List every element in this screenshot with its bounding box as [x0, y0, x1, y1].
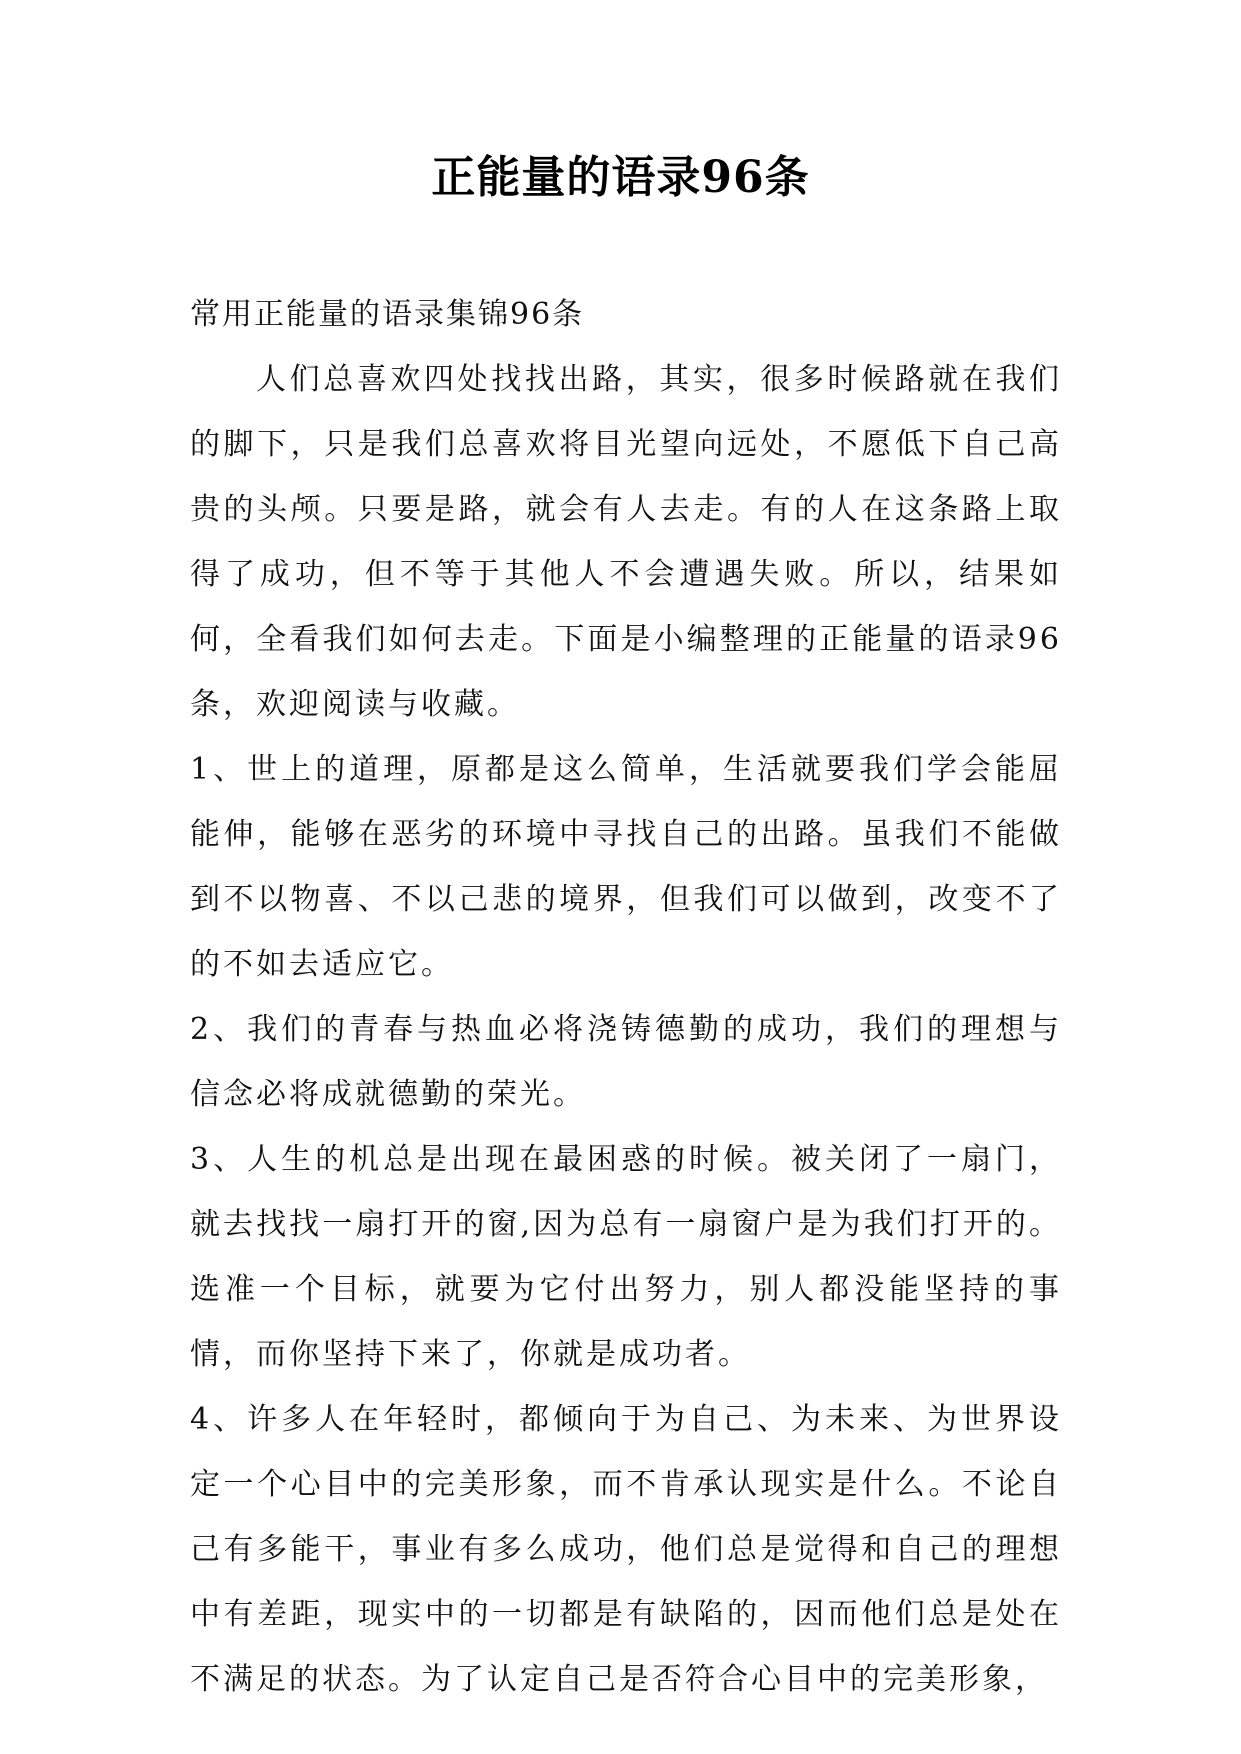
- quote-item-3: 3、人生的机总是出现在最困惑的时候。被关闭了一扇门，就去找找一扇打开的窗,因为总有一扇窗户是为我们打开的。选准一个目标，就要为它付出努力，别人都没能坚持的事情，而你坚持下来了，你就是成功者。: [190, 1142, 1062, 1372]
- document-subtitle: 常用正能量的语录集锦96条: [190, 297, 585, 332]
- document-body: [190, 282, 1062, 1712]
- intro-paragraph: 人们总喜欢四处找找出路，其实，很多时候路就在我们的脚下，只是我们总喜欢将目光望向远处，不愿低下自己高贵的头颅。只要是路，就会有人去走。有的人在这条路上取得了成功，但不等于其他人不会遭遇失败。所以，结果如何，全看我们如何去走。下面是小编整理的正能量的语录96条，欢迎阅读与收藏。: [190, 362, 1062, 722]
- quote-item-4: 4、许多人在年轻时，都倾向于为自己、为未来、为世界设定一个心目中的完美形象，而不肯承认现实是什么。不论自己有多能干，事业有多么成功，他们总是觉得和自己的理想中有差距，现实中的一切都是有缺陷的，因而他们总是处在不满足的状态。为了认定自己是否符合心目中的完美形象，: [190, 1402, 1062, 1697]
- quote-item-2: 2、我们的青春与热血必将浇铸德勤的成功，我们的理想与信念必将成就德勤的荣光。: [190, 1012, 1062, 1112]
- quote-item-1: 1、世上的道理，原都是这么简单，生活就要我们学会能屈能伸，能够在恶劣的环境中寻找自己的出路。虽我们不能做到不以物喜、不以己悲的境界，但我们可以做到，改变不了的不如去适应它。: [190, 752, 1062, 982]
- document-title: 正能量的语录96条: [431, 152, 810, 203]
